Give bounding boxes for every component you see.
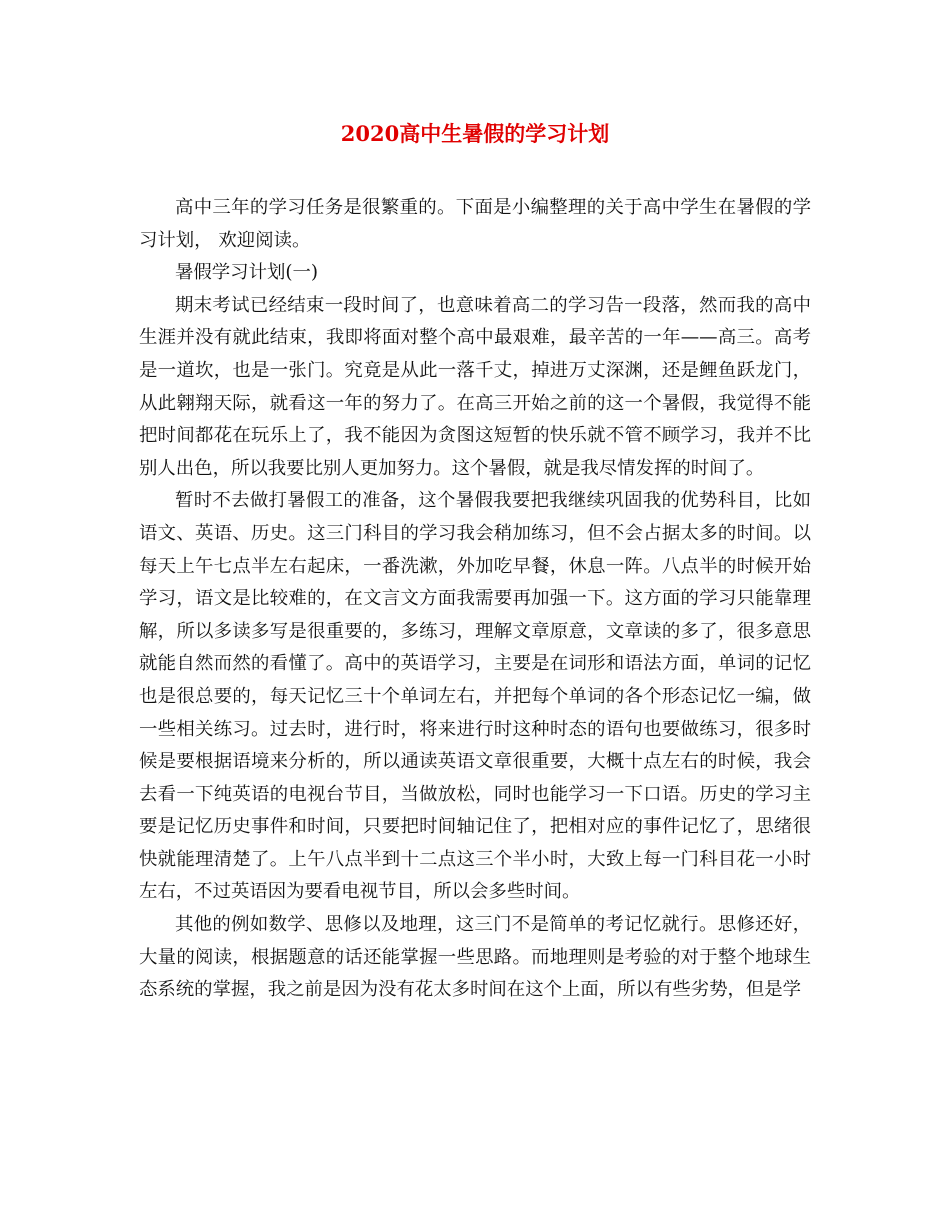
document-body bbox=[139, 192, 811, 1007]
body-paragraph: 期末考试已经结束一段时间了，也意味着高二的学习告一段落，然而我的高中生涯并没有就此结束，我即将面对整个高中最艰难，最辛苦的一年——高三。高考是一道坎，也是一张门。究竟是从此一落千丈，掉进万丈深渊，还是鲤鱼跃龙门，从此翱翔天际，就看这一年的努力了。在高三开始之前的这一个暑假，我觉得不能把时间都花在玩乐上了，我不能因为贪图这短暂的快乐就不管不顾学习，我并不比别人出色，所以我要比别人更加努力。这个暑假，就是我尽情发挥的时间了。 bbox=[139, 294, 811, 479]
section-heading: 暑假学习计划(一) bbox=[175, 262, 319, 284]
body-paragraph: 其他的例如数学、思修以及地理，这三门不是简单的考记忆就行。思修还好，大量的阅读，根据题意的话还能掌握一些思路。而地理则是考验的对于整个地球生态系统的掌握，我之前是因为没有花太多时间在这个上面，所以有些劣势，但是学 bbox=[139, 914, 811, 1001]
body-paragraph: 暂时不去做打暑假工的准备，这个暑假我要把我继续巩固我的优势科目，比如语文、英语、历史。这三门科目的学习我会稍加练习，但不会占据太多的时间。以每天上午七点半左右起床，一番洗漱，外加吃早餐，休息一阵。八点半的时候开始学习，语文是比较难的，在文言文方面我需要再加强一下。这方面的学习只能靠理解，所以多读多写是很重要的，多练习，理解文章原意，文章读的多了，很多意思就能自然而然的看懂了。高中的英语学习，主要是在词形和语法方面，单词的记忆也是很总要的，每天记忆三十个单词左右，并把每个单词的各个形态记忆一编，做一些相关练习。过去时，进行时，将来进行时这种时态的语句也要做练习，很多时候是要根据语境来分析的，所以通读英语文章很重要，大概十点左右的时候，我会去看一下纯英语的电视台节目，当做放松，同时也能学习一下口语。历史的学习主要是记忆历史事件和时间，只要把时间轴记住了，把相对应的事件记忆了，思绪很快就能理清楚了。上午八点半到十二点这三个半小时，大致上每一门科目花一小时左右，不过英语因为要看电视节目，所以会多些时间。 bbox=[139, 490, 811, 903]
document-title: 2020高中生暑假的学习计划 bbox=[340, 121, 610, 146]
intro-paragraph: 高中三年的学习任务是很繁重的。下面是小编整理的关于高中学生在暑假的学习计划， 欢迎阅读。 bbox=[139, 197, 811, 251]
